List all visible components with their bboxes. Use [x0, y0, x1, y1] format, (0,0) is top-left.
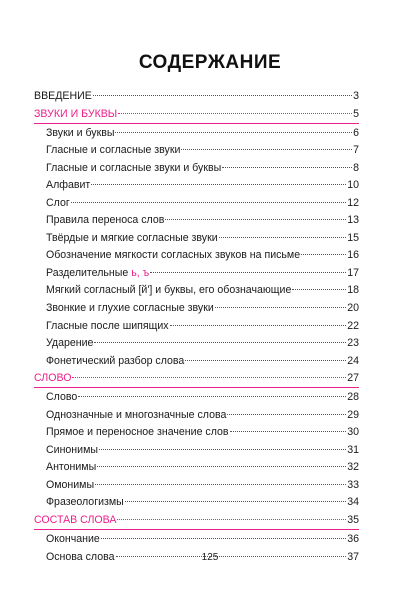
toc-entry-label: Прямое и переносное значение слов — [46, 426, 229, 439]
dot-leader — [125, 501, 346, 502]
toc-entry-label: Мягкий согласный [й'] и буквы, его обозначающие — [46, 284, 292, 297]
toc-entry-page: 37 — [347, 550, 359, 563]
toc-entry-page: 12 — [347, 196, 359, 209]
dot-leader — [301, 254, 346, 255]
dot-leader — [93, 95, 352, 96]
toc-entry-label: Правила переноса слов — [46, 214, 165, 227]
toc-entry — [34, 195, 359, 213]
toc-entry — [34, 142, 359, 160]
dot-leader — [165, 219, 346, 220]
toc-entry — [34, 424, 359, 442]
toc-entry — [34, 300, 359, 318]
toc-entry — [34, 494, 359, 512]
dot-leader — [185, 360, 346, 361]
dot-leader — [118, 113, 352, 114]
toc-entry-page: 13 — [347, 214, 359, 227]
toc-entry-label — [46, 265, 149, 283]
toc-entry-page: 36 — [347, 533, 359, 546]
dot-leader — [91, 184, 346, 185]
toc-entry-page: 20 — [347, 302, 359, 315]
toc-entry — [34, 177, 359, 195]
dot-leader — [94, 342, 346, 343]
toc-entry — [34, 353, 359, 371]
toc-entry — [34, 88, 359, 106]
dot-leader — [181, 149, 352, 150]
toc-entry — [34, 335, 359, 353]
toc-entry — [34, 247, 359, 265]
dot-leader — [72, 377, 346, 378]
toc-entry-page: 5 — [353, 107, 359, 120]
toc-entry-page: 28 — [347, 391, 359, 404]
dot-leader — [99, 449, 346, 450]
toc-entry-label: Обозначение мягкости согласных звуков на письме — [46, 249, 301, 262]
table-of-contents — [34, 88, 359, 566]
toc-entry-page: 3 — [353, 90, 359, 102]
toc-entry-label-accent: ь, ъ — [131, 266, 150, 279]
toc-entry-label: Гласные после шипящих — [46, 319, 169, 332]
toc-entry-label: ВВЕДЕНИЕ — [34, 90, 92, 102]
toc-entry — [34, 531, 359, 549]
toc-entry — [34, 125, 359, 143]
toc-entry-label: СОСТАВ СЛОВА — [34, 514, 117, 527]
dot-leader — [117, 519, 346, 520]
toc-entry-page: 35 — [347, 514, 359, 527]
dot-leader — [150, 272, 346, 273]
toc-entry-label: ЗВУКИ И БУКВЫ — [34, 107, 118, 120]
toc-entry-label: СЛОВО — [34, 372, 72, 385]
toc-entry-page: 34 — [347, 496, 359, 509]
toc-entry-page: 32 — [347, 461, 359, 474]
toc-entry-label: Фонетический разбор слова — [46, 354, 185, 367]
dot-leader — [115, 132, 352, 133]
toc-entry — [34, 212, 359, 230]
toc-entry-page: 10 — [347, 179, 359, 192]
page-title: СОДЕРЖАНИЕ — [138, 52, 282, 73]
toc-entry — [34, 389, 359, 407]
toc-entry-label: Слог — [46, 196, 70, 209]
toc-entry-page: 23 — [347, 337, 359, 350]
toc-entry — [34, 442, 359, 460]
toc-entry-label: Слово — [46, 391, 78, 404]
dot-leader — [292, 289, 346, 290]
dot-leader — [170, 325, 347, 326]
toc-entry-page: 7 — [353, 144, 359, 157]
toc-entry-page: 31 — [347, 443, 359, 456]
dot-leader — [95, 484, 346, 485]
toc-entry — [34, 160, 359, 178]
toc-section-heading — [34, 512, 359, 530]
dot-leader — [97, 466, 346, 467]
toc-entry-page: 33 — [347, 478, 359, 491]
toc-entry-page: 6 — [353, 126, 359, 139]
toc-entry — [34, 459, 359, 477]
toc-entry — [34, 407, 359, 425]
toc-section-heading — [34, 370, 359, 388]
toc-entry-label: Однозначные и многозначные слова — [46, 408, 227, 421]
toc-entry-label: Фразеологизмы — [46, 496, 124, 509]
dot-leader — [78, 396, 346, 397]
toc-entry — [34, 265, 359, 283]
toc-entry-page: 29 — [347, 408, 359, 421]
dot-leader — [101, 538, 346, 539]
toc-entry-label: Твёрдые и мягкие согласные звуки — [46, 231, 218, 244]
toc-entry-page: 18 — [347, 284, 359, 297]
toc-entry — [34, 318, 359, 336]
toc-entry-page: 15 — [347, 231, 359, 244]
toc-entry-page: 22 — [347, 319, 359, 332]
dot-leader — [215, 307, 346, 308]
dot-leader — [230, 431, 347, 432]
toc-entry-label: Звуки и буквы — [46, 126, 115, 139]
toc-entry-page: 30 — [347, 426, 359, 439]
toc-entry-label: Антонимы — [46, 461, 97, 474]
toc-entry-label: Гласные и согласные звуки и буквы — [46, 161, 222, 174]
toc-entry-label: Гласные и согласные звуки — [46, 144, 181, 157]
toc-entry-label: Синонимы — [46, 443, 98, 456]
dot-leader — [227, 414, 346, 415]
dot-leader — [219, 237, 347, 238]
toc-entry-label-text: Разделительные — [46, 266, 132, 279]
toc-entry-page: 17 — [347, 266, 359, 279]
toc-entry — [34, 282, 359, 300]
toc-entry-label: Основа слова — [46, 550, 115, 563]
toc-entry-page: 8 — [353, 161, 359, 174]
toc-entry — [34, 230, 359, 248]
toc-section-heading — [34, 106, 359, 124]
toc-entry-page: 16 — [347, 249, 359, 262]
page-number: 125 — [201, 552, 219, 563]
toc-entry-label: Звонкие и глухие согласные звуки — [46, 302, 214, 315]
toc-entry-label: Ударение — [46, 337, 94, 350]
toc-entry-page: 27 — [347, 372, 359, 385]
dot-leader — [222, 167, 352, 168]
toc-entry-label: Алфавит — [46, 179, 91, 192]
toc-entry-page: 24 — [347, 354, 359, 367]
dot-leader — [71, 202, 346, 203]
toc-entry-label: Омонимы — [46, 478, 95, 491]
toc-entry — [34, 477, 359, 495]
toc-entry-label: Окончание — [46, 533, 100, 546]
